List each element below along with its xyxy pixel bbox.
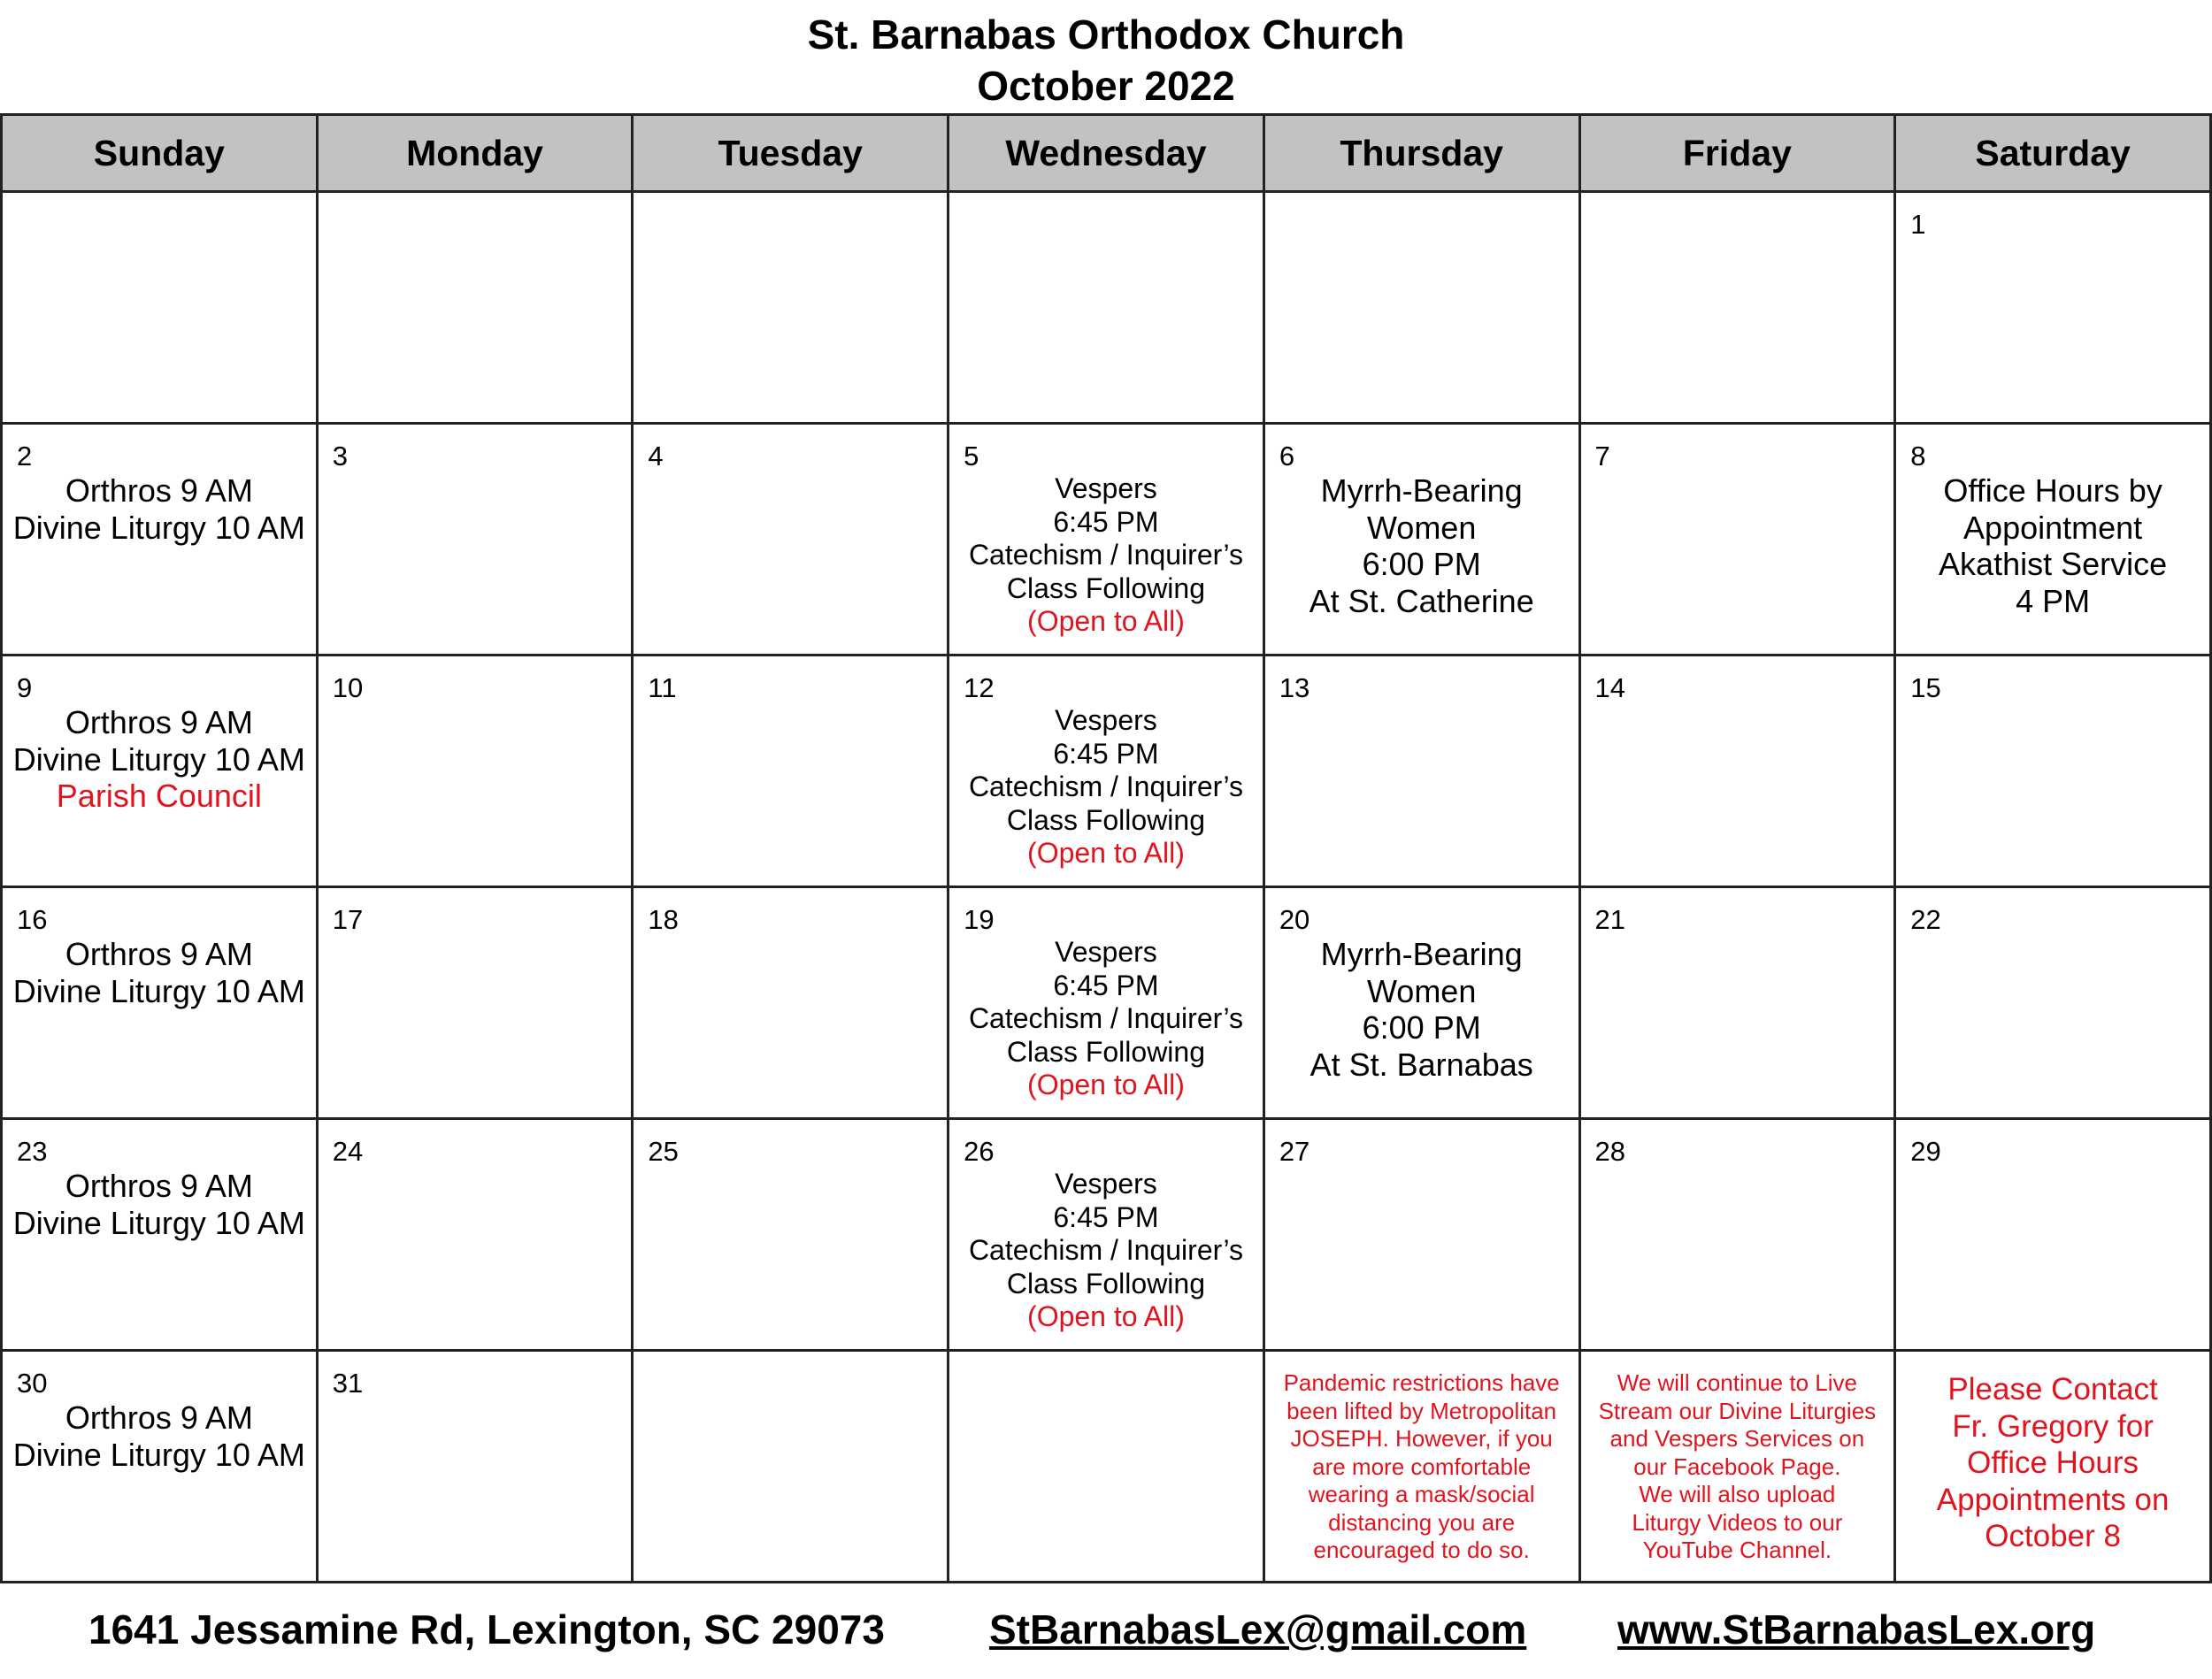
notice-text	[1581, 1352, 1894, 1565]
notice-line: YouTube Channel.	[1642, 1537, 1832, 1563]
event-line: Orthros 9 AM	[65, 936, 253, 972]
notice-line: October 8	[1985, 1519, 2121, 1553]
day-cell	[317, 1351, 633, 1583]
weekday-header-monday: Monday	[317, 115, 633, 192]
event-line: (Open to All)	[1027, 1300, 1185, 1332]
day-number: 2	[17, 441, 33, 472]
event-line: Class Following	[1006, 803, 1205, 836]
day-cell	[2, 887, 318, 1119]
event-line: Myrrh-Bearing	[1320, 936, 1523, 972]
day-cell	[2, 1119, 318, 1351]
day-number: 14	[1594, 672, 1625, 703]
event-list	[949, 1120, 1263, 1334]
day-number: 19	[964, 904, 995, 935]
weekday-header-wednesday: Wednesday	[949, 115, 1264, 192]
notice-text	[1265, 1352, 1578, 1565]
day-number: 3	[332, 441, 348, 472]
event-list	[1265, 888, 1578, 1083]
weekday-header-saturday: Saturday	[1895, 115, 2211, 192]
church-name: St. Barnabas Orthodox Church	[807, 12, 1405, 58]
day-number: 21	[1594, 904, 1625, 935]
weekday-header-thursday: Thursday	[1263, 115, 1579, 192]
event-line: Orthros 9 AM	[65, 1168, 253, 1204]
day-cell	[633, 887, 949, 1119]
day-number: 6	[1279, 441, 1295, 472]
event-line: Catechism / Inquirer’s	[968, 1002, 1243, 1034]
event-line: 6:00 PM	[1362, 1009, 1481, 1046]
event-line: Akathist Service	[1939, 546, 2168, 582]
event-list	[1896, 425, 2209, 619]
event-line: Parish Council	[56, 778, 262, 814]
notice-line: wearing a mask/social	[1308, 1481, 1535, 1507]
event-line: 6:45 PM	[1053, 505, 1159, 538]
day-cell	[317, 424, 633, 656]
weekday-header-tuesday: Tuesday	[633, 115, 949, 192]
weekday-header-friday: Friday	[1579, 115, 1895, 192]
day-cell	[633, 1119, 949, 1351]
day-cell	[1895, 887, 2211, 1119]
day-cell	[1895, 1119, 2211, 1351]
day-cell	[1263, 887, 1579, 1119]
week-row	[2, 192, 2211, 424]
day-cell	[1579, 424, 1895, 656]
event-line: 6:45 PM	[1053, 969, 1159, 1001]
day-cell	[1579, 192, 1895, 424]
notice-line: are more comfortable	[1312, 1453, 1532, 1480]
day-cell	[2, 656, 318, 887]
day-cell	[949, 887, 1264, 1119]
event-line: 4 PM	[2016, 582, 2091, 619]
day-cell	[1263, 656, 1579, 887]
event-line: Divine Liturgy 10 AM	[12, 972, 305, 1009]
event-line: Myrrh-Bearing	[1320, 472, 1523, 509]
event-line: Class Following	[1006, 1035, 1205, 1068]
day-cell	[317, 1119, 633, 1351]
event-line: (Open to All)	[1027, 1069, 1185, 1100]
event-line: (Open to All)	[1027, 837, 1185, 869]
event-line: At St. Barnabas	[1310, 1046, 1533, 1083]
day-number: 15	[1910, 672, 1941, 703]
day-number: 13	[1279, 672, 1310, 703]
event-line: Class Following	[1006, 571, 1205, 604]
event-line: Vespers	[1055, 936, 1157, 968]
day-cell	[1579, 1119, 1895, 1351]
day-number: 17	[332, 904, 364, 935]
day-number: 5	[964, 441, 979, 472]
week-row	[2, 656, 2211, 887]
day-cell	[1895, 192, 2211, 424]
day-cell	[633, 192, 949, 424]
notice-line: Please Contact	[1947, 1372, 2158, 1407]
event-line: (Open to All)	[1027, 605, 1185, 637]
event-line: Appointment	[1963, 509, 2143, 546]
event-list	[3, 1120, 316, 1241]
notice-line: our Facebook Page.	[1633, 1453, 1841, 1480]
notice-line: Liturgy Videos to our	[1632, 1508, 1843, 1536]
event-line: 6:45 PM	[1053, 737, 1159, 770]
day-number: 16	[17, 904, 48, 935]
day-cell	[949, 1351, 1264, 1583]
event-line: At St. Catherine	[1309, 582, 1534, 619]
day-number: 24	[332, 1136, 364, 1167]
day-number: 28	[1594, 1136, 1625, 1167]
event-line: Orthros 9 AM	[65, 472, 253, 509]
event-list	[1265, 425, 1578, 619]
day-number: 10	[332, 672, 364, 703]
day-cell	[1895, 656, 2211, 887]
event-list	[3, 656, 316, 815]
notice-line: Office Hours	[1967, 1445, 2139, 1480]
day-number: 29	[1910, 1136, 1941, 1167]
day-number: 9	[17, 672, 33, 703]
event-line: Vespers	[1055, 1168, 1157, 1200]
day-number: 4	[648, 441, 664, 472]
notice-line: Appointments on	[1936, 1482, 2170, 1517]
notice-line: been lifted by Metropolitan	[1286, 1397, 1557, 1424]
event-list	[949, 656, 1263, 870]
week-row	[2, 1119, 2211, 1351]
day-number: 7	[1594, 441, 1610, 472]
day-cell	[949, 424, 1264, 656]
week-row	[2, 1351, 2211, 1583]
day-cell	[1895, 1351, 2211, 1583]
week-row	[2, 424, 2211, 656]
event-line: Vespers	[1055, 704, 1157, 736]
notice-line: and Vespers Services on	[1609, 1425, 1865, 1452]
event-line: Catechism / Inquirer’s	[968, 770, 1243, 802]
event-line: Divine Liturgy 10 AM	[12, 740, 305, 778]
event-line: Class Following	[1006, 1267, 1205, 1300]
footer-website-link[interactable]: www.StBarnabasLex.org	[1617, 1606, 2096, 1652]
event-line: Catechism / Inquirer’s	[968, 1234, 1243, 1266]
notice-line: Stream our Divine Liturgies	[1598, 1397, 1877, 1424]
notice-text	[1896, 1352, 2209, 1555]
day-cell	[2, 192, 318, 424]
notice-line: distancing you are	[1328, 1508, 1516, 1536]
day-cell	[1263, 1119, 1579, 1351]
calendar-grid	[0, 113, 2212, 1583]
notice-line: encouraged to do so.	[1313, 1537, 1530, 1563]
day-cell	[633, 1351, 949, 1583]
notice-line: We will continue to Live	[1617, 1369, 1857, 1396]
day-cell	[1263, 424, 1579, 656]
day-number: 1	[1910, 209, 1926, 240]
weekday-header-row	[2, 115, 2211, 192]
event-list	[3, 1352, 316, 1473]
day-number: 8	[1910, 441, 1926, 472]
notice-line: JOSEPH. However, if you	[1290, 1425, 1553, 1452]
event-line: Office Hours by	[1943, 472, 2162, 509]
day-cell	[633, 656, 949, 887]
day-cell	[1579, 887, 1895, 1119]
day-cell	[1263, 192, 1579, 424]
event-line: Women	[1366, 509, 1477, 546]
event-line: Divine Liturgy 10 AM	[12, 1204, 305, 1241]
footer-address: 1641 Jessamine Rd, Lexington, SC 29073	[88, 1606, 885, 1652]
notice-line: Pandemic restrictions have	[1283, 1369, 1560, 1396]
notice-line: Fr. Gregory for	[1952, 1408, 2154, 1444]
event-line: Orthros 9 AM	[65, 704, 253, 740]
day-number: 11	[648, 672, 677, 703]
day-cell	[317, 192, 633, 424]
day-cell	[2, 424, 318, 656]
day-number: 30	[17, 1368, 48, 1399]
day-cell	[949, 1119, 1264, 1351]
event-list	[3, 888, 316, 1009]
day-number: 23	[17, 1136, 48, 1167]
event-line: Orthros 9 AM	[65, 1399, 253, 1436]
event-list	[949, 888, 1263, 1102]
event-line: 6:00 PM	[1362, 546, 1481, 582]
day-number: 31	[332, 1368, 364, 1399]
day-number: 12	[964, 672, 995, 703]
event-line: Vespers	[1055, 472, 1157, 504]
event-list	[949, 425, 1263, 639]
event-list	[3, 425, 316, 546]
day-cell	[949, 656, 1264, 887]
day-cell	[1579, 656, 1895, 887]
footer-email-link[interactable]: StBarnabasLex@gmail.com	[989, 1606, 1527, 1652]
event-line: Catechism / Inquirer’s	[968, 539, 1243, 571]
event-line: 6:45 PM	[1053, 1200, 1159, 1233]
day-cell	[633, 424, 949, 656]
weekday-header-sunday: Sunday	[2, 115, 318, 192]
day-cell	[2, 1351, 318, 1583]
week-row	[2, 887, 2211, 1119]
day-number: 20	[1279, 904, 1310, 935]
day-cell	[949, 192, 1264, 424]
day-number: 26	[964, 1136, 995, 1167]
day-number: 22	[1910, 904, 1941, 935]
event-line: Divine Liturgy 10 AM	[12, 1436, 305, 1473]
event-line: Women	[1366, 972, 1477, 1009]
notice-line: We will also upload	[1639, 1481, 1836, 1507]
day-cell	[317, 887, 633, 1119]
event-line: Divine Liturgy 10 AM	[12, 509, 305, 546]
day-number: 18	[648, 904, 679, 935]
day-cell	[1263, 1351, 1579, 1583]
day-number: 27	[1279, 1136, 1310, 1167]
day-cell	[317, 656, 633, 887]
day-cell	[1895, 424, 2211, 656]
calendar-body	[2, 192, 2211, 1583]
month-year-title: October 2022	[977, 63, 1235, 109]
day-number: 25	[648, 1136, 679, 1167]
day-cell	[1579, 1351, 1895, 1583]
